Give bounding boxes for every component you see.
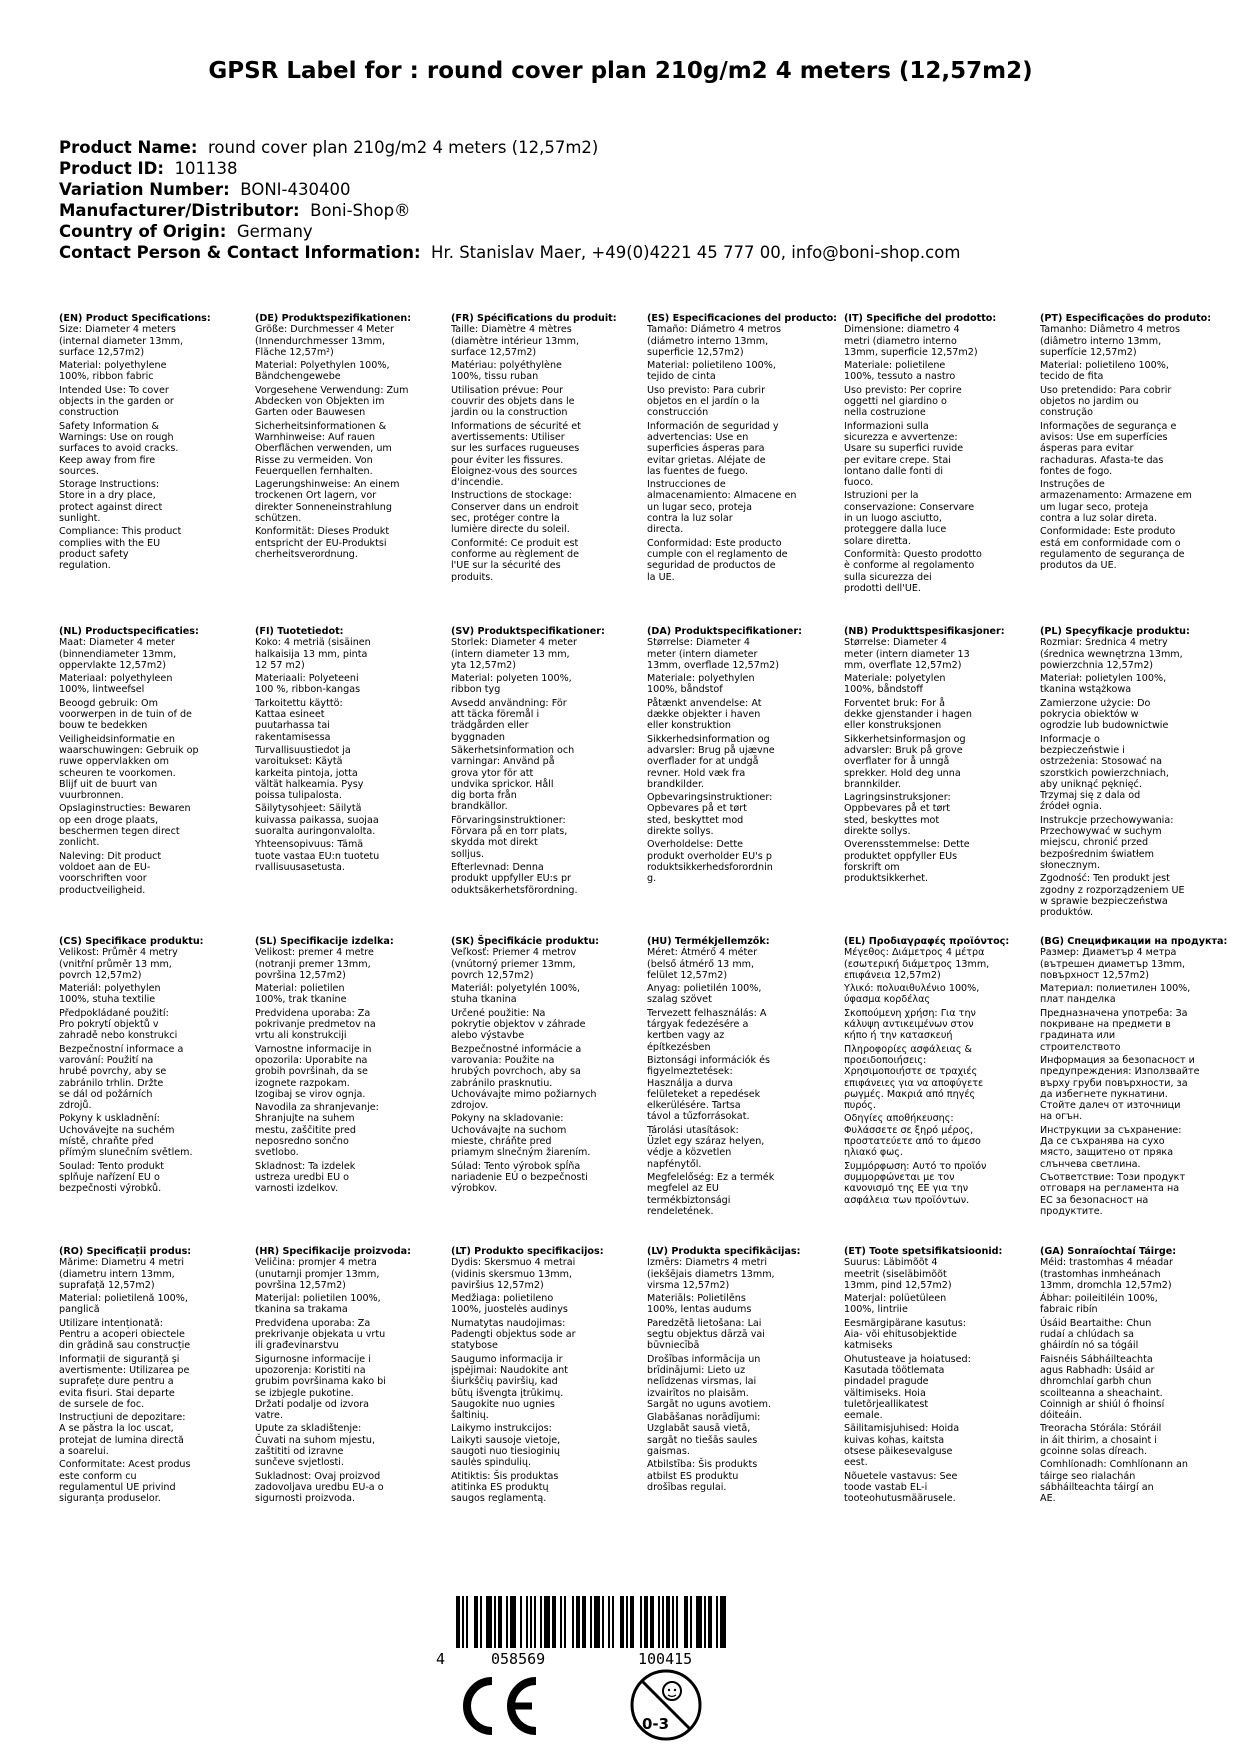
spec-paragraph: Informacje o bezpieczeństwie i ostrzeżenia: Stosować na szorstkich powierzchniach, aby uniknąć pęknięć. Trzymaj się z dala od źródeł ognia. [1040, 733, 1169, 813]
spec-paragraph: Conformitate: Acest produs este conform cu regulamentul UE privind siguranța produselor. [59, 1459, 191, 1505]
spec-paragraph: Instrukcje przechowywania: Przechowywać w suchym miejscu, chronić przed bezpośrednim światłem słonecznym. [1040, 814, 1174, 871]
spec-paragraph: Určené použitie: Na pokrytie objektov v záhrade alebo výstavbe [451, 1007, 586, 1042]
spec-paragraph: Predviđena uporaba: Za prekrivanje objekata u vrtu ili građevinarstvu [255, 1317, 386, 1352]
spec-paragraph: Opbevaringsinstruktioner: Opbevares på et tørt sted, beskyttet mod direkte sollys. [647, 792, 773, 838]
spec-paragraph: Utilizare intenționată: Pentru a acoperi obiectele din grădină sau construcție [59, 1317, 191, 1352]
spec-paragraph: Material: polietilen 100%, trak tkanine [255, 983, 347, 1006]
spec-paragraph: Opslaginstructies: Bewaren op een droge plaats, beschermen tegen direct zonlicht. [59, 803, 191, 849]
spec-paragraph: Материал: полиетилен 100%, плат панделка [1040, 983, 1191, 1006]
spec-paragraph: Laikymo instrukcijos: Laikyti sausoje vietoje, saugoti nuo tiesioginių saulės spindulių. [451, 1423, 561, 1469]
barcode-bar [650, 1596, 654, 1648]
spec-paragraph: Materijal: polietilen 100%, tkanina sa trakama [255, 1293, 381, 1316]
spec-heading: (IT) Specifiche del prodotto: [844, 313, 997, 324]
barcode-bar [486, 1596, 492, 1648]
spec-block [59, 1246, 249, 1507]
spec-paragraph: Koko: 4 metriä (sisäinen halkaisija 13 mm, pinta 12 57 m2) [255, 637, 371, 671]
spec-block [844, 313, 1034, 596]
page-title: GPSR Label for : round cover plan 210g/m2 4 meters (12,57m2) [208, 58, 1033, 84]
spec-paragraph: Eesmärgipärane kasutus: Aia- või ehitusobjektide katmiseks [844, 1317, 966, 1352]
spec-paragraph: Size: Diameter 4 meters (internal diameter 13mm, surface 12,57m2) [59, 324, 184, 358]
spec-paragraph: Taille: Diamètre 4 mètres (diamètre intérieur 13mm, surface 12,57m2) [451, 324, 580, 358]
barcode-bar [594, 1596, 600, 1648]
barcode-bar [640, 1596, 642, 1648]
spec-block [647, 1246, 837, 1495]
spec-paragraph: Lagerungshinweise: An einem trockenen Ort lagern, vor direkter Sonneneinstrahlung schützen. [255, 479, 400, 525]
spec-heading: (HR) Specifikacije proizvoda: [255, 1246, 411, 1257]
spec-paragraph: Naleving: Dit product voldoet aan de EU- voorschriften voor productveiligheid. [59, 850, 162, 896]
spec-paragraph: Veličina: promjer 4 metra (unutarnji promjer 13mm, površina 12,57m2) [255, 1257, 380, 1291]
spec-paragraph: Turvallisuustiedot ja varoitukset: Käytä karkeita pintoja, jotta vältät halkeamia. Pysy poissa tulipalosta. [255, 744, 364, 802]
spec-paragraph: Storlek: Diameter 4 meter (intern diameter 13 mm, yta 12,57m2) [451, 637, 577, 671]
spec-paragraph: Atbilstība: Šis produkts atbilst ES produktu drošības regulai. [647, 1459, 758, 1493]
spec-paragraph: Material: polietileno 100%, tecido de fita [1040, 360, 1169, 383]
barcode-bar [456, 1596, 460, 1648]
spec-paragraph: Conformidad: Este producto cumple con el reglamento de seguridad de productos de la UE. [647, 537, 788, 583]
spec-paragraph: Material: polietilenă 100%, panglică [59, 1293, 188, 1316]
barcode-bar [620, 1596, 624, 1648]
spec-block [59, 626, 249, 898]
spec-paragraph: Istruzioni per la conservazione: Conservare in un luogo asciutto, proteggere dalla luce solare diretta. [844, 490, 975, 547]
spec-paragraph: Maat: Diameter 4 meter (binnendiameter 13mm, oppervlakte 12,57m2) [59, 637, 177, 671]
spec-heading: (EN) Product Specifications: [59, 313, 211, 324]
spec-paragraph: Matériau: polyéthylène 100%, tissu ruban [451, 360, 562, 383]
spec-paragraph: Yhteensopivuus: Tämä tuote vastaa EU:n tuotetu rvallisuusasetusta. [255, 839, 380, 873]
product-info [59, 137, 960, 263]
spec-paragraph: Méid: trastomhas 4 méadar (trastomhas inmheánach 13mm, dromchla 12,57m2) [1040, 1257, 1173, 1291]
spec-block [451, 936, 641, 1197]
barcode-bar [462, 1596, 464, 1648]
barcode-bar [534, 1596, 536, 1648]
spec-paragraph: Anyag: polietilén 100%, szalag szövet [647, 983, 762, 1006]
spec-paragraph: Sikkerhedsinformation og advarsler: Brug på ujævne overflader for at undgå revner. Hold væk fra brandkilder. [647, 733, 775, 790]
barcode-bar [644, 1596, 648, 1648]
barcode-bar [540, 1596, 542, 1648]
age-warning-text: 0-3 [642, 1715, 670, 1733]
spec-paragraph: Megfelelőség: Ez a termék megfelel az EU termékbiztonsági rendeletének. [647, 1171, 775, 1217]
barcode-bar [690, 1596, 692, 1648]
spec-block [255, 313, 445, 562]
barcode-bar [506, 1596, 508, 1648]
spec-paragraph: Conformité: Ce produit est conforme au règlement de l'UE sur la sécurité des produits. [451, 537, 579, 583]
spec-paragraph: Skladnost: Ta izdelek ustreza uredbi EU o varnosti izdelkov. [255, 1160, 356, 1195]
spec-paragraph: Medžiaga: polietileno 100%, juostelės audinys [451, 1293, 568, 1316]
spec-paragraph: Conformità: Questo prodotto è conforme al regolamento sulla sicurezza dei prodotti dell'UE. [844, 548, 982, 594]
age-warning-icon [628, 1667, 704, 1743]
spec-paragraph: Συμμόρφωση: Αυτό το προϊόν συμμορφώνεται με τον κανονισμό της ΕΕ για την ασφάλεια των προϊόντων. [844, 1160, 987, 1206]
spec-paragraph: Påtænkt anvendelse: At dække objekter i haven eller konstruktion [647, 697, 762, 732]
spec-paragraph: Pokyny na skladovanie: Uchovávajte na suchom mieste, chráňte pred priamym slnečným žiarením. [451, 1113, 591, 1159]
spec-block [647, 626, 837, 887]
spec-paragraph: Informații de siguranță și avertismente: Utilizarea pe suprafețe dure pentru a evita fisuri. Stai departe de sursele de foc. [59, 1353, 190, 1410]
spec-paragraph: Πληροφορίες ασφάλειας & προειδοποιήσεις: Χρησιμοποιήστε σε τραχιές επιφάνειες για να αποφύγετε ρωγμές. Μακριά από πηγές πυρός. [844, 1043, 984, 1112]
barcode-bar [662, 1596, 664, 1648]
barcode-bar [530, 1596, 532, 1648]
spec-heading: (NL) Productspecificaties: [59, 626, 199, 637]
spec-paragraph: Materiał: polietylen 100%, tkanina wstążkowa [1040, 673, 1167, 696]
spec-paragraph: Informazioni sulla sicurezza e avvertenze: Usare su superfici ruvide per evitare crepe. Stai lontano dalle fonti di fuoco. [844, 420, 964, 489]
spec-paragraph: Lagringsinstruksjoner: Oppbevares på et tørt sted, beskyttes mot direkte sollys. [844, 792, 951, 838]
spec-paragraph: Treoracha Stórála: Stóráil in áit thirim, a chosaint i gcoinne solas díreach. [1040, 1423, 1162, 1458]
spec-paragraph: Forventet bruk: For å dekke gjenstander i hagen eller konstruksjonen [844, 697, 972, 732]
barcode-bar [466, 1596, 468, 1648]
spec-paragraph: Velikost: Průměr 4 metry (vnitřní průměr 13 mm, povrch 12,57m2) [59, 947, 178, 981]
spec-paragraph: Dimensione: diametro 4 metri (diametro interno 13mm, superficie 12,57m2) [844, 324, 978, 358]
spec-paragraph: Предназначена употреба: За покриване на предмети в градината или строителството [1040, 1007, 1188, 1053]
barcode-bar [720, 1596, 726, 1648]
spec-heading: (SV) Produktspecifikationer: [451, 626, 605, 637]
spec-paragraph: Informations de sécurité et avertissements: Utiliser sur les surfaces rugueuses pour éviter les fissures. Éloignez-vous des sources d'incendie. [451, 420, 581, 489]
spec-paragraph: Materiaali: Polyeteeni 100 %, ribbon-kangas [255, 673, 361, 696]
info-label: Country of Origin: [59, 222, 227, 241]
spec-paragraph: Saugumo informacija ir įspėjimai: Naudokite ant šiurkščių paviršių, kad būtų išvengta įtrūkimų. Saugokite nuo ugnies šaltinių. [451, 1353, 568, 1422]
barcode-bar [572, 1596, 574, 1648]
spec-paragraph: Förvaringsinstruktioner: Förvara på en torr plats, skydda mot direkt solljus. [451, 814, 568, 860]
spec-paragraph: Soulad: Tento produkt splňuje nařízení EU o bezpečnosti výrobků. [59, 1160, 165, 1195]
spec-paragraph: Uso previsto: Para cubrir objetos en el jardín o la construcción [647, 384, 766, 419]
spec-paragraph: Úsáid Beartaithe: Chun rudaí a chlúdach sa gháirdín nó sa tógáil [1040, 1317, 1152, 1352]
spec-paragraph: Zamierzone użycie: Do pokrycia obiektów w ogrodzie lub budownictwie [1040, 697, 1169, 732]
spec-block [59, 936, 249, 1197]
spec-paragraph: Tervezett felhasználás: A tárgyak fedezésére a kertben vagy az építkezésben [647, 1007, 767, 1053]
spec-heading: (SK) Špecifikácie produktu: [451, 936, 600, 947]
spec-block [647, 936, 837, 1219]
spec-paragraph: Größe: Durchmesser 4 Meter (Innendurchmesser 13mm, Fläche 12,57m²) [255, 324, 394, 358]
spec-heading: (FR) Spécifications du produit: [451, 313, 617, 324]
spec-paragraph: Overensstemmelse: Dette produktet oppfyller EUs forskrift om produktsikkerhet. [844, 839, 970, 885]
spec-paragraph: Material: Polyethylen 100%, Bändchengewebe [255, 360, 390, 383]
spec-paragraph: Navodila za shranjevanje: Shranjujte na suhem mestu, zaščitite pred neposredno sončno svetlobo. [255, 1102, 379, 1159]
info-row-manufacturer [59, 200, 960, 221]
spec-paragraph: Materiale: polyethylen 100%, båndstof [647, 673, 755, 696]
spec-paragraph: Μέγεθος: Διάμετρος 4 μέτρα (εσωτερική διάμετρος 13mm, επιφάνεια 12,57m2) [844, 947, 990, 981]
info-label: Manufacturer/Distributor: [59, 201, 300, 220]
spec-paragraph: Materjal: polüetüleen 100%, lintriie [844, 1293, 947, 1316]
spec-paragraph: Tárolási utasítások: Üzlet egy száraz helyen, védje a közvetlen napfénytől. [647, 1124, 765, 1170]
barcode-bar [498, 1596, 502, 1648]
spec-paragraph: Информация за безопасност и предупреждения: Използвайте върху груби повърхности, за да избегнете пукнатини. Стойте далеч от източници на огън. [1040, 1054, 1200, 1123]
spec-paragraph: Ohutusteave ja hoiatused: Kasutada töötlemata pindadel pragude vältimiseks. Hoia tuletõrjeallikatest eemale. [844, 1353, 971, 1422]
barcode-bar [560, 1596, 562, 1648]
spec-paragraph: Materiale: polyetylen 100%, båndstoff [844, 673, 946, 696]
spec-heading: (DE) Produktspezifikationen: [255, 313, 412, 324]
spec-paragraph: Materiál: polyethylen 100%, stuha textilie [59, 983, 161, 1006]
spec-paragraph: Rozmiar: Średnica 4 metry (średnica wewnętrzna 13mm, powierzchnia 12,57m2) [1040, 637, 1183, 671]
spec-paragraph: Mărime: Diametru 4 metri (diametru intern 13mm, suprafață 12,57m2) [59, 1257, 185, 1291]
spec-paragraph: Sikkerhetsinformasjon og advarsler: Bruk på grove overflater for å unngå sprekker. Hold deg unna brannkilder. [844, 733, 966, 790]
barcode-digit-first: 4 [436, 1650, 446, 1668]
barcode-bar [716, 1596, 718, 1648]
barcode-bar [582, 1596, 586, 1648]
spec-paragraph: Størrelse: Diameter 4 meter (intern diameter 13 mm, overflate 12,57m2) [844, 637, 970, 671]
spec-paragraph: Materiál: polyetylén 100%, stuha tkanina [451, 983, 581, 1006]
info-row-contact [59, 242, 960, 263]
spec-paragraph: Nõuetele vastavus: See toode vastab EL-i tooteohutusmäärusele. [844, 1470, 958, 1505]
ce-mark-icon [456, 1675, 540, 1737]
spec-paragraph: Uso pretendido: Para cobrir objetos no jardim ou construção [1040, 384, 1172, 419]
spec-paragraph: Sigurnosne informacije i upozorenja: Koristiti na grubim površinama kako bi se izbjegle pukotine. Držati podalje od izvora vatre. [255, 1353, 386, 1422]
spec-paragraph: Instrucțiuni de depozitare: A se păstra la loc uscat, protejat de lumina directă a soarelui. [59, 1412, 186, 1458]
spec-heading: (ET) Toote spetsifikatsioonid: [844, 1246, 1003, 1257]
spec-paragraph: Sukladnost: Ovaj proizvod zadovoljava uredbu EU-a o sigurnosti proizvoda. [255, 1470, 384, 1505]
info-value: Hr. Stanislav Maer, +49(0)4221 45 777 00, info@boni-shop.com [431, 243, 961, 262]
spec-paragraph: Vorgesehene Verwendung: Zum Abdecken von Objekten im Garten oder Bauwesen [255, 384, 409, 419]
spec-paragraph: Storage Instructions: Store in a dry place, protect against direct sunlight. [59, 479, 163, 525]
barcode-bar [480, 1596, 482, 1648]
barcode-bar [576, 1596, 580, 1648]
spec-heading: (LV) Produkta specifikācijas: [647, 1246, 801, 1257]
spec-block [844, 936, 1034, 1208]
barcode-bar [626, 1596, 628, 1648]
barcode-bar [708, 1596, 712, 1648]
spec-paragraph: Material: polietileno 100%, tejido de cinta [647, 360, 776, 383]
barcode-bar [658, 1596, 660, 1648]
info-row-product-name [59, 137, 960, 158]
info-value: 101138 [174, 159, 238, 178]
spec-paragraph: Suurus: Läbimõõt 4 meetrit (siseläbimõõt 13mm, pind 12,57m2) [844, 1257, 952, 1291]
barcode-digits-left: 058569 [491, 1650, 546, 1668]
barcode [436, 1596, 752, 1666]
spec-block [451, 626, 641, 898]
spec-paragraph: Informações de segurança e avisos: Use em superfícies ásperas para evitar rachaduras. Afasta-te das fontes de fogo. [1040, 420, 1177, 477]
spec-paragraph: Conformidade: Este produto está em conformidade com o regulamento de segurança de produtos da UE. [1040, 526, 1185, 572]
info-row-country [59, 221, 960, 242]
spec-paragraph: Material: polyethylene 100%, ribbon fabric [59, 360, 167, 383]
spec-paragraph: Varnostne informacije in opozorila: Uporabite na grobih površinah, da se izognete razpokam. Izogibaj se virov ognja. [255, 1043, 372, 1100]
spec-block [844, 1246, 1034, 1507]
spec-paragraph: Utilisation prévue: Pour couvrir des objets dans le jardin ou la construction [451, 384, 575, 419]
barcode-bar [608, 1596, 610, 1648]
spec-paragraph: Sicherheitsinformationen & Warnhinweise: Auf rauen Oberflächen verwenden, um Risse zu vermeiden. Von Feuerquellen fernhalten. [255, 420, 392, 477]
spec-block [844, 626, 1034, 887]
spec-paragraph: Veiligheidsinformatie en waarschuwingen: Gebruik op ruwe oppervlakken om scheuren te voorkomen. Blijf uit de buurt van vuurbronnen. [59, 733, 199, 802]
spec-paragraph: Säilytysohjeet: Säilytä kuivassa paikassa, suojaa suoralta auringonvalolta. [255, 803, 379, 838]
spec-heading: (RO) Specificații produs: [59, 1246, 192, 1257]
spec-paragraph: Comhlíonadh: Comhlíonann an táirge seo rialachán sábháilteachta táirgí an AE. [1040, 1459, 1188, 1505]
spec-heading: (GA) Sonraíochtaí Táirge: [1040, 1246, 1177, 1257]
spec-paragraph: Predvidena uporaba: Za pokrivanje predmetov na vrtu ali konstrukciji [255, 1007, 376, 1042]
spec-paragraph: Glabāšanas norādījumi: Uzglabāt sausā vietā, sargāt no tiešās saules gaismas. [647, 1412, 761, 1458]
barcode-bar [676, 1596, 678, 1648]
spec-paragraph: Méret: Átmérő 4 méter (belső átmérő 13 mm, felület 12,57m2) [647, 947, 758, 981]
spec-paragraph: Beoogd gebruik: Om voorwerpen in de tuin of de bouw te bedekken [59, 697, 192, 732]
info-label: Product ID: [59, 159, 164, 178]
spec-heading: (ES) Especificaciones del producto: [647, 313, 838, 324]
barcode-bar [666, 1596, 670, 1648]
spec-block [647, 313, 837, 585]
spec-block [59, 313, 249, 574]
barcode-bar [696, 1596, 702, 1648]
spec-paragraph: Størrelse: Diameter 4 meter (intern diameter 13mm, overflade 12,57m2) [647, 637, 780, 671]
spec-paragraph: Pokyny k uskladnění: Uchovávejte na suchém místě, chraňte před přímým slunečním světlem. [59, 1113, 193, 1159]
barcode-bar [494, 1596, 496, 1648]
spec-paragraph: Materiale: polietilene 100%, tessuto a nastro [844, 360, 956, 383]
barcode-bar [544, 1596, 550, 1648]
spec-paragraph: Compliance: This product complies with the EU product safety regulation. [59, 526, 182, 572]
spec-heading: (BG) Спецификации на продукта: [1040, 936, 1228, 947]
spec-paragraph: Izmērs: Diametrs 4 metri (iekšējais diametrs 13mm, virsma 12,57m2) [647, 1257, 775, 1291]
spec-paragraph: Numatytas naudojimas: Padengti objektus sode ar statybose [451, 1317, 576, 1352]
spec-paragraph: Atitiktis: Šis produktas atitinka ES produktų saugos reglamentą. [451, 1470, 559, 1505]
info-label: Variation Number: [59, 180, 230, 199]
spec-paragraph: Instrucciones de almacenamiento: Almacene en un lugar seco, proteja contra la luz solar directa. [647, 479, 797, 536]
info-value: Germany [236, 222, 313, 241]
spec-block [1040, 1246, 1230, 1507]
spec-block [1040, 313, 1230, 574]
info-label: Contact Person & Contact Information: [59, 243, 421, 262]
spec-paragraph: Veľkosť: Priemer 4 metrov (vnútorný priemer 13mm, povrch 12,57m2) [451, 947, 577, 981]
spec-paragraph: Zgodność: Ten produkt jest zgodny z rozporządzeniem UE w sprawie bezpieczeństwa produktów. [1040, 873, 1185, 919]
spec-paragraph: Avsedd användning: För att täcka föremål i trädgården eller byggnaden [451, 697, 567, 743]
spec-paragraph: Faisnéis Sábháilteachta agus Rabhadh: Úsáid ar dhromchlaí garbh chun scoilteanna a sheachaint. Coinnigh ar shiúl ó fhoinsí dóiteáin. [1040, 1353, 1165, 1422]
spec-heading: (LT) Produkto specifikacijos: [451, 1246, 604, 1257]
barcode-bar [520, 1596, 522, 1648]
spec-heading: (FI) Tuotetiedot: [255, 626, 344, 637]
spec-paragraph: Material: polyeten 100%, ribbon tyg [451, 673, 572, 696]
barcode-bar [672, 1596, 674, 1648]
barcode-bar [630, 1596, 634, 1648]
barcode-bars [456, 1596, 726, 1648]
spec-heading: (DA) Produktspecifikationer: [647, 626, 802, 637]
barcode-bar [602, 1596, 604, 1648]
spec-paragraph: Bezpečnostní informace a varování: Použití na hrubé povrchy, aby se zabránilo trhlin. Držte se dál od požárních zdrojů. [59, 1043, 184, 1112]
spec-paragraph: Säilitamisjuhised: Hoida kuivas kohas, kaitsta otsese päikesevalguse eest. [844, 1423, 960, 1469]
spec-paragraph: Intended Use: To cover objects in the garden or construction [59, 384, 174, 419]
barcode-bar [474, 1596, 478, 1648]
barcode-bar [684, 1596, 688, 1648]
spec-paragraph: Υλικό: πολυαιθυλένιο 100%, ύφασμα κορδέλας [844, 983, 980, 1006]
spec-paragraph: Bezpečnostné informácie a varovania: Použite na hrubých povrchoch, aby sa zabránilo prasknutiu. Uchovávajte mimo požiarnych zdrojov. [451, 1043, 597, 1112]
info-value: round cover plan 210g/m2 4 meters (12,57m2) [207, 138, 599, 157]
barcode-bar [552, 1596, 556, 1648]
spec-paragraph: Drošības informācija un brīdinājumi: Lieto uz nelīdzenas virsmas, lai izvairītos no plaisām. Sargāt no uguns avotiem. [647, 1353, 772, 1410]
spec-paragraph: Safety Information & Warnings: Use on rough surfaces to avoid cracks. Keep away from fire sources. [59, 420, 179, 477]
spec-paragraph: Σκοπούμενη χρήση: Για την κάλυψη αντικειμένων στον κήπο ή την κατασκευή [844, 1007, 976, 1042]
info-label: Product Name: [59, 138, 198, 157]
spec-paragraph: Tamaño: Diámetro 4 metros (diámetro interno 13mm, superficie 12,57m2) [647, 324, 781, 358]
spec-paragraph: Instruções de armazenamento: Armazene em um lugar seco, proteja contra a luz solar direta. [1040, 479, 1192, 525]
spec-paragraph: Súlad: Tento výrobok spĺňa nariadenie EÚ o bezpečnosti výrobkov. [451, 1160, 588, 1195]
spec-paragraph: Dydis: Skersmuo 4 metrai (vidinis skersmuo 13mm, paviršius 12,57m2) [451, 1257, 576, 1291]
info-row-product-id [59, 158, 960, 179]
spec-paragraph: Uso previsto: Per coprire oggetti nel giardino o nella costruzione [844, 384, 962, 419]
spec-heading: (PL) Specyfikacje produktu: [1040, 626, 1190, 637]
spec-block [451, 1246, 641, 1507]
barcode-bar [612, 1596, 614, 1648]
spec-paragraph: Tarkoitettu käyttö: Kattaa esineet puutarhassa tai rakentamisessa [255, 697, 343, 743]
spec-paragraph: Инструкции за съхранение: Да се съхранява на сухо място, защитено от пряка слънчева светлина. [1040, 1124, 1182, 1170]
spec-heading: (CS) Specifikace produktu: [59, 936, 204, 947]
barcode-bar [510, 1596, 516, 1648]
spec-paragraph: Efterlevnad: Denna produkt uppfyller EU:s pr oduktsäkerhetsförordning. [451, 861, 578, 896]
spec-paragraph: Overholdelse: Dette produkt overholder EU's p roduktsikkerhedsforordnin g. [647, 839, 773, 885]
spec-paragraph: Размер: Диаметър 4 метра (вътрешен диаметър 13mm, повърхност 12,57m2) [1040, 947, 1186, 981]
spec-paragraph: Konformität: Dieses Produkt entspricht der EU-Produktsi cherheitsverordnung. [255, 526, 390, 560]
spec-block [1040, 936, 1230, 1219]
spec-heading: (NB) Produkttspesifikasjoner: [844, 626, 1005, 637]
spec-paragraph: Paredzētā lietošana: Lai segtu objektus dārzā vai būvniecībā [647, 1317, 765, 1352]
barcode-bar [704, 1596, 706, 1648]
spec-paragraph: Biztonsági információk és figyelmeztetések: Használja a durva felületeket a repedések elkerülésére. Tartsa távol a tűzforrásokat. [647, 1054, 770, 1123]
info-value: BONI-430400 [240, 180, 351, 199]
spec-paragraph: Съответствие: Този продукт отговаря на регламента на ЕС за безопасност на продуктите. [1040, 1171, 1186, 1217]
spec-block [255, 936, 445, 1197]
spec-heading: (HU) Termékjellemzők: [647, 936, 770, 947]
spec-paragraph: Información de seguridad y advertencias: Use en superficies ásperas para evitar grietas. Aléjate de las fuentes de fuego. [647, 420, 779, 477]
spec-paragraph: Tamanho: Diâmetro 4 metros (diâmetro interno 13mm, superfície 12,57m2) [1040, 324, 1181, 358]
spec-paragraph: Οδηγίες αποθήκευσης: Φυλάσσετε σε ξηρό μέρος, προστατεύετε από το άμεσο ηλιακό φως. [844, 1113, 981, 1159]
spec-paragraph: Velikost: premer 4 metre (notranji premer 13mm, površina 12,57m2) [255, 947, 374, 981]
spec-block [1040, 626, 1230, 920]
spec-heading: (PT) Especificações do produto: [1040, 313, 1212, 324]
spec-paragraph: Materiāls: Polietilēns 100%, lentas audums [647, 1293, 752, 1316]
barcode-bar [564, 1596, 566, 1648]
spec-paragraph: Předpokládané použití: Pro pokrytí objektů v zahradě nebo konstrukci [59, 1007, 178, 1042]
spec-heading: (EL) Προδιαγραφές προϊόντος: [844, 936, 1010, 947]
spec-paragraph: Säkerhetsinformation och varningar: Använd på grova ytor för att undvika sprickor. Håll dig borta från brandkällor. [451, 744, 575, 813]
barcode-bar [526, 1596, 528, 1648]
spec-paragraph: Ábhar: poileitiléin 100%, fabraic ribín [1040, 1293, 1158, 1316]
spec-paragraph: Instructions de stockage: Conserver dans un endroit sec, protéger contre la lumière directe du soleil. [451, 490, 579, 536]
spec-paragraph: Materiaal: polyethyleen 100%, lintweefsel [59, 673, 173, 696]
spec-block [255, 626, 445, 875]
spec-paragraph: Upute za skladištenje: Čuvati na suhom mjestu, zaštititi od izravne sunčeve svjetlosti. [255, 1423, 376, 1469]
spec-block [255, 1246, 445, 1507]
barcode-bar [590, 1596, 592, 1648]
barcode-digits-right: 100415 [638, 1650, 693, 1668]
info-row-variation-number [59, 179, 960, 200]
info-value: Boni-Shop® [310, 201, 411, 220]
spec-block [451, 313, 641, 585]
spec-heading: (SL) Specifikacije izdelka: [255, 936, 394, 947]
